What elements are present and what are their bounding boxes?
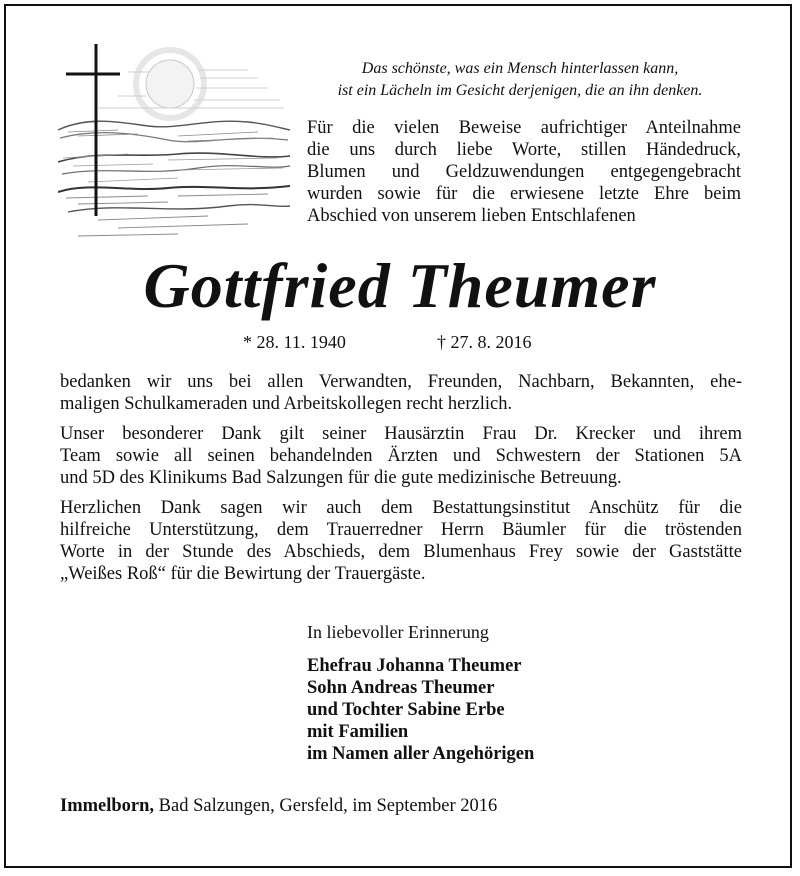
moon-icon: [146, 60, 194, 108]
intro-text: [307, 117, 741, 227]
body-line: Team sowie all seinen behandelnden Ärzten und Schwestern der Stationen 5A: [60, 446, 742, 466]
epigraph-quote: [300, 58, 740, 102]
intro-line: Abschied von unserem lieben Entschlafenen: [307, 206, 636, 226]
place-and-date: [60, 795, 497, 817]
closing-phrase: In liebevoller Erinnerung: [307, 622, 489, 642]
place-town: Immelborn,: [60, 796, 155, 816]
intro-line: Blumen und Geldzuwendungen entgegengebracht: [307, 162, 741, 182]
quote-line: Das schönste, was ein Mensch hinterlassen kann,: [361, 60, 679, 77]
thanks-body: [60, 371, 742, 593]
deceased-name: Gottfried Theumer: [143, 250, 657, 321]
body-line: und 5D des Klinikums Bad Salzungen für die gute medizinische Betreuung.: [60, 468, 622, 488]
birth-date: * 28. 11. 1940: [243, 332, 346, 352]
paragraph: [60, 423, 742, 489]
body-line: bedanken wir uns bei allen Verwandten, Freunden, Nachbarn, Bekannten, ehe-: [60, 372, 742, 392]
body-line: Unser besonderer Dank gilt seiner Hausärztin Frau Dr. Krecker und ihrem: [60, 424, 742, 444]
paragraph: [60, 497, 742, 585]
signer: im Namen aller Angehörigen: [307, 744, 535, 764]
paragraph: [60, 371, 742, 415]
intro-line: Für die vielen Beweise aufrichtiger Anteilnahme: [307, 118, 741, 138]
body-line: maligen Schulkameraden und Arbeitskollegen recht herzlich.: [60, 394, 513, 414]
body-line: Worte in der Stunde des Abschieds, dem Blumenhaus Frey sowie der Gaststätte: [60, 542, 742, 562]
intro-line: die uns durch liebe Worte, stillen Händedruck,: [307, 140, 741, 160]
signer: mit Familien: [307, 722, 409, 742]
death-date: † 27. 8. 2016: [437, 332, 532, 352]
signers-list: [307, 655, 534, 765]
landscape-illustration: [58, 42, 290, 244]
intro-line: wurden sowie für die erwiesene letzte Ehre beim: [307, 184, 741, 204]
signer: Sohn Andreas Theumer: [307, 678, 495, 698]
signer: und Tochter Sabine Erbe: [307, 700, 505, 720]
body-line: hilfreiche Unterstützung, dem Trauerredner Herrn Bäumler für die tröstenden: [60, 520, 742, 540]
quote-line: ist ein Lächeln im Gesicht derjenigen, die an ihn denken.: [337, 82, 703, 99]
place-rest: Bad Salzungen, Gersfeld, im September 2016: [154, 796, 498, 816]
body-line: „Weißes Roß“ für die Bewirtung der Trauergäste.: [60, 564, 426, 584]
body-line: Herzlichen Dank sagen wir auch dem Bestattungsinstitut Anschütz für die: [60, 498, 742, 518]
signer: Ehefrau Johanna Theumer: [307, 656, 522, 676]
